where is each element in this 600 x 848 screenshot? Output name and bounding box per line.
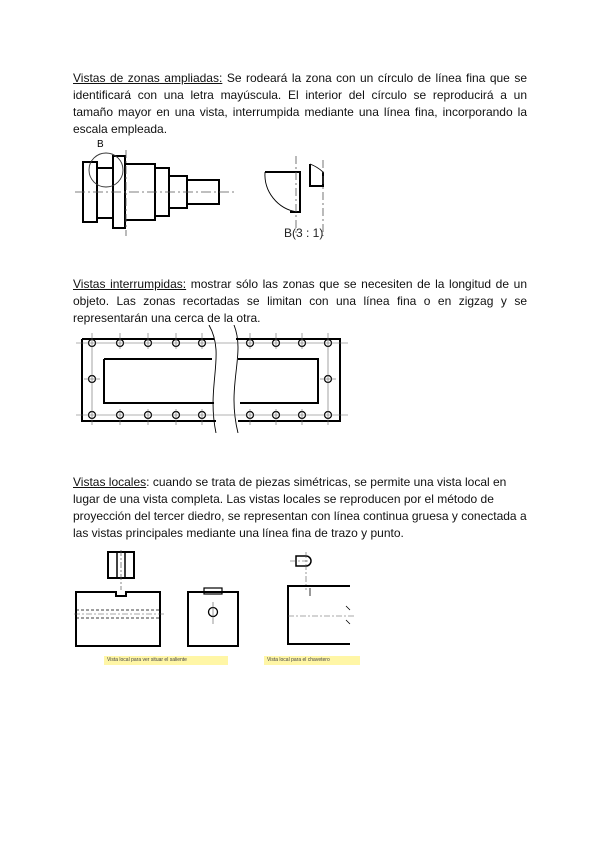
local-views-drawing [74,550,364,662]
note-local-view-saliente: Vista local para ver situar el saliente [104,656,228,665]
interrupted-view-drawing [76,325,348,433]
detail-label: B [97,139,104,150]
figure-local-views [74,550,364,662]
paragraph-vistas-interrumpidas [73,276,527,327]
figure-interrupted-view [76,325,348,433]
detail-scale-caption: B(3 : 1) [284,226,324,240]
paragraph-zonas-ampliadas [73,70,527,138]
term-vistas-locales: Vistas locales [73,475,147,489]
paragraph-vistas-locales [73,474,533,542]
text-zonas-ampliadas: Se rodeará la zona con un círculo de línea fina que se identificará con una letra mayúscula. El interior del círculo se reproducirá a un tamaño mayor en una vista, interrumpida mediante una línea fina, incorporando la escala empleada. [73,71,528,136]
term-vistas-interrumpidas: Vistas interrumpidas: [73,277,187,291]
term-zonas-ampliadas: Vistas de zonas ampliadas: [73,71,223,85]
text-vistas-locales: : cuando se trata de piezas simétricas, se permite una vista local en lugar de una vista completa. Las vistas locales se reproducen por el método de proyección del tercer diedro, se representan con línea continua gruesa y conectada a las vistas principales mediante una línea fina de trazo y punto. [73,475,527,540]
note-local-view-chavetero: Vista local para el chavetero [264,656,360,665]
text-vistas-interrumpidas: mostrar sólo las zonas que se necesiten de la longitud de un objeto. Las zonas recortadas se limitan con una línea fina o en zigzag y se representarán una cerca de la otra. [73,277,527,325]
